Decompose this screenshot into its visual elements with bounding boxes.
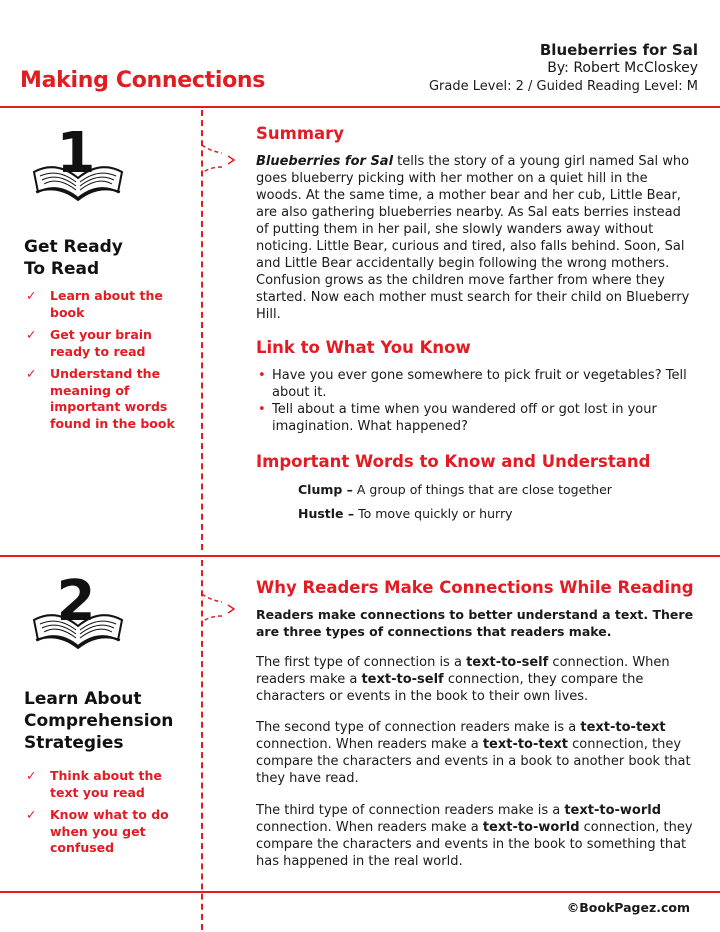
check-icon: ✓ [26, 768, 37, 783]
list-item: ✓ Understand the meaning of important words found in the book [26, 366, 175, 431]
open-book-icon [28, 568, 128, 658]
words-heading: Important Words to Know and Understand [256, 452, 651, 471]
step1-checklist [24, 288, 194, 438]
word-item: Hustle – To move quickly or hurry [298, 506, 513, 521]
grade-level: Grade Level: 2 / Guided Reading Level: M [428, 79, 698, 94]
list-item: ✓ Know what to do when you get confused [26, 807, 169, 855]
open-book-icon [28, 120, 128, 210]
why-intro: Readers make connections to better understand a text. There are three types of connections that readers make. [256, 607, 694, 639]
step2-title: Learn About Comprehension Strategies [24, 689, 174, 753]
book-author: By: Robert McCloskey [547, 60, 698, 76]
why-paragraph-1: The first type of connection is a text-to-self connection. When readers make a text-to-self connection, they compare the characters or events in the book to their own lives. [256, 655, 670, 704]
list-item: • Have you ever gone somewhere to pick fruit or vegetables? Tell about it. [258, 368, 687, 400]
step-number: 1 [56, 121, 96, 186]
page-title: Making Connections [20, 68, 266, 93]
word-item: Clump – A group of things that are close together [298, 482, 612, 497]
book-title: Blueberries for Sal [539, 41, 698, 59]
link-bullets [256, 367, 696, 435]
link-heading: Link to What You Know [256, 338, 471, 357]
summary-text: Blueberries for Sal tells the story of a young girl named Sal who goes blueberry picking with her mother on a quiet hill in the woods. At the same time, a mother bear and her cub, Little Bear, are also gathering blueberries nearby. As Sal eats berries instead of putting them in her pail, she slowly wanders away without noticing. Little Bear, curious and tired, also falls behind. Soon, Sal and Little Bear accidentally begin following the wrong mothers. Confusion grows as the children move farther from where they started. Now each mother must search for their child on Blueberry Hill. [256, 154, 690, 322]
check-icon: ✓ [26, 327, 37, 342]
list-item: ✓ Get your brain ready to read [26, 327, 152, 359]
dashed-arrow-icon [200, 592, 240, 622]
section-divider [0, 555, 720, 557]
why-paragraph-3: The third type of connection readers make is a text-to-world connection. When readers make a text-to-world connection, they compare the characters and events in the book to something that has happened in the real world. [256, 803, 693, 869]
why-paragraph-2: The second type of connection readers make is a text-to-text connection. When readers make a text-to-text connection, they compare the characters and events in a book to another book that they have read. [256, 720, 691, 786]
check-icon: ✓ [26, 366, 37, 381]
copyright: ©BookPagez.com [566, 900, 690, 915]
summary-heading: Summary [256, 124, 345, 143]
header-divider [0, 106, 720, 108]
check-icon: ✓ [26, 807, 37, 822]
list-item: ✓ Think about the text you read [26, 768, 162, 800]
check-icon: ✓ [26, 288, 37, 303]
column-divider-1 [201, 110, 203, 550]
step-number: 2 [56, 569, 96, 634]
step2-checklist [24, 768, 194, 863]
step1-title: Get Ready To Read [24, 237, 123, 279]
footer-divider [0, 891, 720, 893]
dashed-arrow-icon [200, 143, 240, 173]
list-item: • Tell about a time when you wandered off or got lost in your imagination. What happened? [258, 402, 657, 434]
why-heading: Why Readers Make Connections While Reading [256, 578, 694, 597]
list-item: ✓ Learn about the book [26, 288, 163, 320]
